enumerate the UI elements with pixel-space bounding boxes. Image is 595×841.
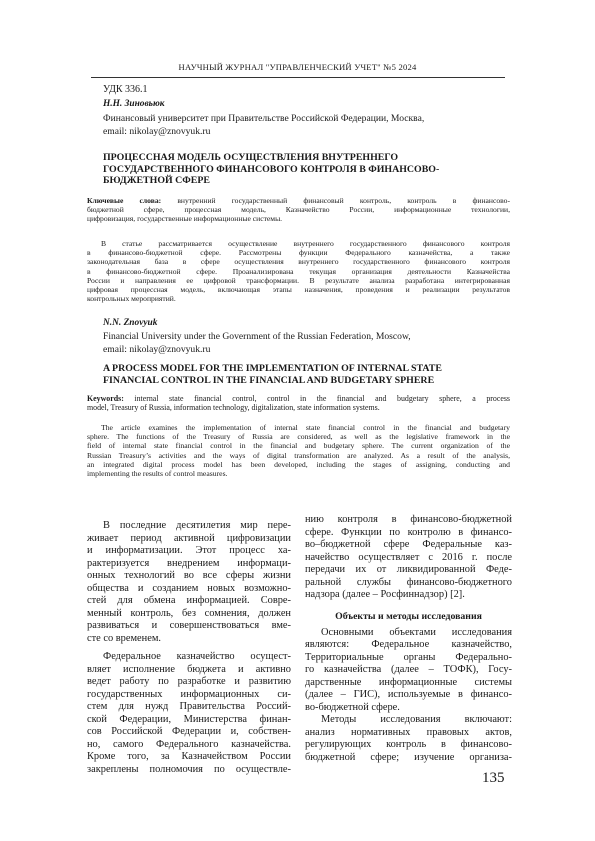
body-line: вляет исполнение бюджета и активно <box>87 663 291 675</box>
body-line: начейство осуществляет с 2016 г. после <box>305 551 512 563</box>
body-line: онных технологий во все сферы жизни <box>87 570 291 581</box>
body-line: общества и созданием новых возможно- <box>87 582 291 594</box>
body-line: но, самого Федерального казначейства. <box>87 738 291 750</box>
affiliation-en: Financial University under the Government of the Russian Federation, Moscow, <box>103 331 411 342</box>
body-line: закреплены полномочия по осуществле- <box>87 763 291 775</box>
body-line: го казначейства (далее – ТОФК), Госу- <box>305 664 512 675</box>
abstract-ru-line: контрольных мероприятий. <box>87 294 176 304</box>
body-left-column <box>87 520 291 776</box>
title-en-line: A PROCESS MODEL FOR THE IMPLEMENTATION OF INTERNAL STATE <box>103 363 442 374</box>
keywords-ru <box>87 196 510 224</box>
abstract-ru-line: законодательная база в сфере осуществления внутреннего государственного финансового контроля <box>87 257 510 267</box>
title-ru-line: БЮДЖЕТНОЙ СФЕРЕ <box>103 175 210 186</box>
abstract-en-line: sphere. The functions of the Treasury of Russia are considered, as well as the legislative framework in the <box>87 432 510 442</box>
udc-code: УДК 336.1 <box>103 84 148 95</box>
page-number: 135 <box>482 770 505 786</box>
body-line: Основными объектами исследования <box>321 626 512 638</box>
body-line: сов Российской Федерации и, собствен- <box>87 726 291 737</box>
body-line: регулирующих контроль в финансово- <box>305 739 512 750</box>
title-en-line: FINANCIAL CONTROL IN THE FINANCIAL AND BUDGETARY SPHERE <box>103 374 435 386</box>
body-line: Методы исследования включают: <box>321 714 512 725</box>
email-en: email: nikolay@znovyuk.ru <box>103 344 211 355</box>
body-line: являются: Федеральное казначейство, <box>305 639 512 650</box>
abstract-en-line: an integrated digital process model has been developed, including the stages of assigning, conducting and <box>87 459 510 469</box>
body-line: нию контроля в финансово-бюджетной <box>305 514 512 525</box>
body-line: В последние десятилетия мир пере- <box>103 520 291 531</box>
keywords-ru-line-2: бюджетной сфере, процессная модель, Казначейство России, информационные технологии, <box>87 205 510 215</box>
body-line: государственных информационных си- <box>87 688 291 700</box>
body-line: менный контроль, без сомнения, должен <box>87 607 291 619</box>
header-rule <box>91 77 505 78</box>
author-ru: Н.Н. Зиновьюк <box>103 99 165 109</box>
body-line: развиваться и совершенствоваться вме- <box>87 620 291 631</box>
abstract-ru-line: В статье рассматривается осуществление внутреннего государственного финансового контроля <box>101 239 510 248</box>
body-line: живает период активной цифровизации <box>87 532 291 544</box>
body-line: надзора (далее – Росфиннадзор) [2]. <box>305 589 465 600</box>
abstract-ru-line: цифровая процессная модель, включающая этапы назначения, проведения и реализации результатов <box>87 284 510 294</box>
body-line: Кроме того, за Казначейством России <box>87 751 291 762</box>
body-line: передачи их от ликвидированной Феде- <box>305 564 512 575</box>
abstract-en-line: Russian Treasury’s activities and the ways of digital transformation are analyzed. As a result of the analysis, <box>87 450 510 460</box>
keywords-en-label: Keywords: <box>87 394 124 403</box>
abstract-en <box>87 423 510 478</box>
abstract-ru-line: России и направления ее цифровой трансформации. В результате анализа разработана интегрированная <box>87 275 510 285</box>
body-line: ской Федерации, Министерства финан- <box>87 713 291 725</box>
title-ru-line: ПРОЦЕССНАЯ МОДЕЛЬ ОСУЩЕСТВЛЕНИЯ ВНУТРЕННЕГО <box>103 152 399 163</box>
body-line: Федеральное казначейство осущест- <box>103 651 291 662</box>
body-line: стей для обмена информацией. Совре- <box>87 595 291 606</box>
abstract-ru-line: в финансово-бюджетной сфере. Рассмотрены функции Федерального казначейства, а также <box>87 248 510 258</box>
keywords-en-text: internal state financial control, control in the financial and budgetary sphere, a process <box>134 394 510 403</box>
body-line: дарственные информационные системы <box>305 676 512 688</box>
body-line: во–бюджетной сфере Федеральные каз- <box>305 539 512 550</box>
journal-header: НАУЧНЫЙ ЖУРНАЛ "УПРАВЛЕНЧЕСКИЙ УЧЕТ" №5 2024 <box>178 62 417 72</box>
body-line: ведет работу по разработке и развитию <box>87 676 291 687</box>
body-line: ральной службы финансово-бюджетного <box>305 576 512 588</box>
body-line: бюджетной сфере; изучение организа- <box>305 751 512 763</box>
title-ru <box>103 152 439 187</box>
body-line: рактеризуется внедрением информаци- <box>87 557 291 569</box>
keywords-ru-line-1 <box>87 196 510 205</box>
keywords-ru-line-3: цифровизация, государственные информационные системы. <box>87 214 283 224</box>
abstract-en-line: field of internal state financial control in the financial and budgetary sphere. The current organization of the <box>87 441 510 451</box>
keywords-en-line-2: model, Treasury of Russia, information technology, digitalization, state information systems. <box>87 403 380 413</box>
abstract-ru-line: в финансово-бюджетной сфере. Проанализирована текущая организация деятельности Казначейства <box>87 266 510 276</box>
author-en: N.N. Znovyuk <box>103 318 158 328</box>
body-line: сфере. Функции по контролю в финансо- <box>305 526 512 538</box>
abstract-en-line: implementing the results of control measures. <box>87 468 228 478</box>
abstract-ru <box>87 239 510 303</box>
body-line: стем для нужд Правительства Россий- <box>87 701 291 712</box>
body-line: сте со временем. <box>87 632 162 644</box>
body-line: во-бюджетной сфере. <box>305 701 400 713</box>
body-line: и информатизации. Этот процесс ха- <box>87 545 291 556</box>
body-line: Территориальные органы Федерально- <box>305 651 512 663</box>
body-line: (далее – ГИС), используемые в финансо- <box>305 689 512 700</box>
keywords-ru-label: Ключевые слова: <box>87 196 162 205</box>
affiliation-ru: Финансовый университет при Правительстве Российской Федерации, Москва, <box>103 113 425 124</box>
section-heading: Объекты и методы исследования <box>335 610 482 622</box>
keywords-en <box>87 394 510 412</box>
keywords-ru-text: внутренний государственный финансовый контроль, контроль в финансово- <box>177 196 510 205</box>
body-line: анализ нормативных правовых актов, <box>305 726 512 738</box>
email-ru: email: nikolay@znovyuk.ru <box>103 126 211 137</box>
keywords-en-line-1 <box>87 394 510 403</box>
title-ru-line: ГОСУДАРСТВЕННОГО ФИНАНСОВОГО КОНТРОЛЯ В ФИНАНСОВО- <box>103 163 440 175</box>
abstract-en-line: The article examines the implementation of internal state financial control in the financial and budgetary <box>101 423 510 432</box>
title-en <box>103 363 442 386</box>
body-right-column <box>305 514 512 764</box>
